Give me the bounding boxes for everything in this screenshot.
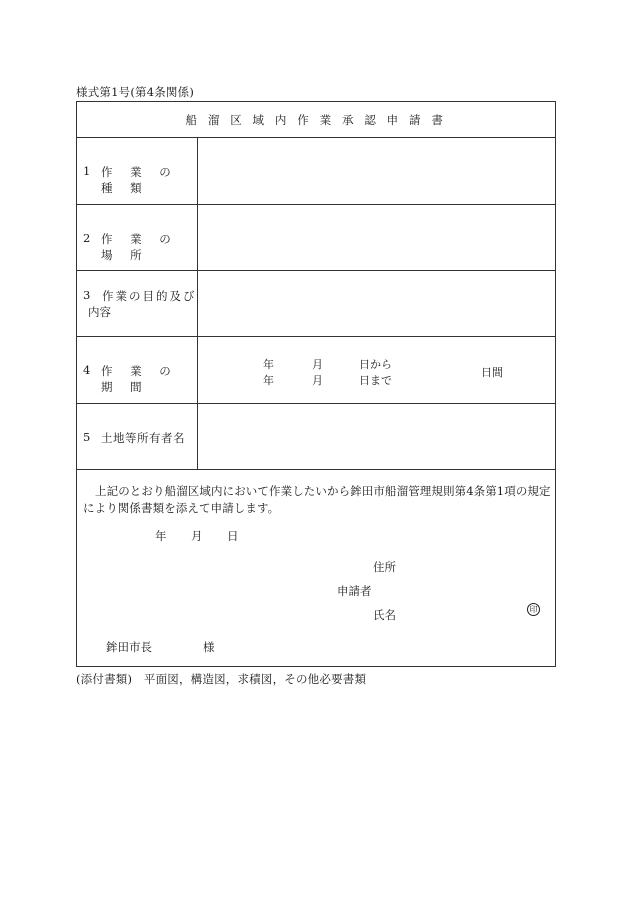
row-label <box>77 404 198 469</box>
row-number: 2 <box>83 231 91 245</box>
date-month: 月 <box>191 529 203 543</box>
honorific: 様 <box>203 640 215 654</box>
row-number: 3 <box>83 288 91 302</box>
row-label-text: 作業の目的及び <box>102 289 197 303</box>
period-start-year: 年 <box>263 358 274 371</box>
row-work-period <box>77 337 555 404</box>
row-label-text: 作 業 の 期 間 <box>101 364 178 394</box>
row-label-text: 作 業 の 種 類 <box>101 165 178 195</box>
form-number: 様式第1号(第4条関係) <box>76 85 195 99</box>
period-end-month: 月 <box>312 374 323 387</box>
row-number: 5 <box>83 430 91 444</box>
application-form <box>76 101 556 667</box>
attachments-note: (添付書類) 平面図，構造図，求積図，その他必要書類 <box>76 672 367 686</box>
row-landowner <box>77 404 555 470</box>
date-year: 年 <box>155 529 167 543</box>
date-day: 日 <box>227 529 239 543</box>
period-days: 日間 <box>481 366 503 379</box>
name-label: 氏名 <box>373 608 396 622</box>
row-work-purpose <box>77 271 555 337</box>
row-label <box>77 271 198 336</box>
period-end-year: 年 <box>263 374 274 387</box>
period-end-day: 日まで <box>359 374 392 387</box>
form-title: 船 溜 区 域 内 作 業 承 認 申 請 書 <box>77 102 555 138</box>
row-label <box>77 138 198 204</box>
applicant-label: 申請者 <box>337 584 372 598</box>
addressee: 鉾田市長 <box>106 640 152 654</box>
period-start-month: 月 <box>312 358 323 371</box>
declaration-text: 上記のとおり船溜区域内において作業したいから鉾田市船溜管理規則第4条第1項の規定により関係書類を添えて申請します。 <box>83 484 551 515</box>
seal-icon: 印 <box>527 603 540 616</box>
row-label-text: 作 業 の 場 所 <box>101 232 178 262</box>
row-number: 1 <box>83 164 91 178</box>
row-label-text: 土地等所有者名 <box>101 431 185 445</box>
row-work-place <box>77 205 555 271</box>
row-label <box>77 337 198 403</box>
period-start-day: 日から <box>359 358 392 371</box>
declaration-section <box>77 470 555 668</box>
row-label-text-2: 内容 <box>88 305 111 319</box>
row-number: 4 <box>83 363 91 377</box>
address-label: 住所 <box>373 560 396 574</box>
row-label <box>77 205 198 270</box>
row-work-type <box>77 138 555 205</box>
